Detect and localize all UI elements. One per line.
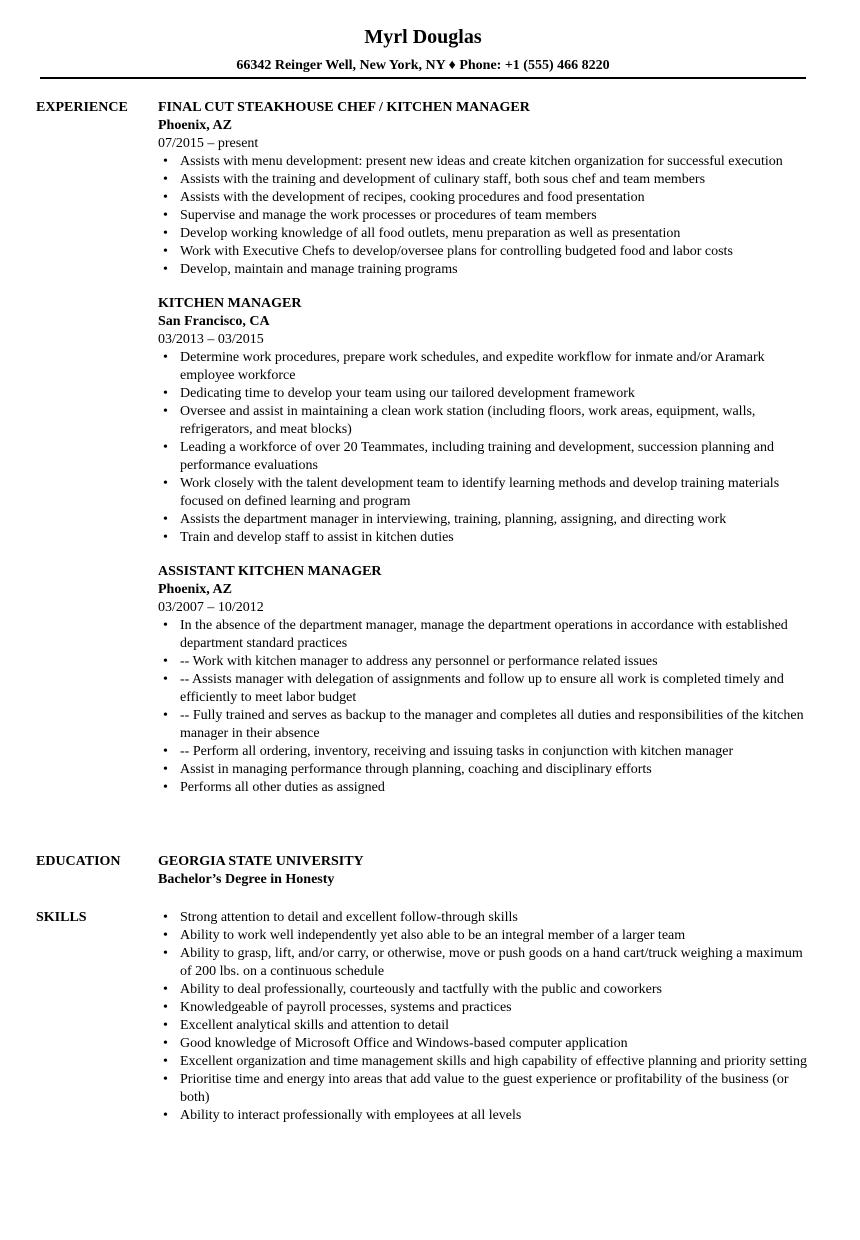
job-bullet: • Leading a workforce of over 20 Teammates, including training and development, succession planning and performance evaluations — [180, 439, 810, 475]
skill-item: • Excellent analytical skills and attention to detail — [180, 1017, 810, 1035]
job-title: FINAL CUT STEAKHOUSE CHEF / KITCHEN MANAGER — [158, 100, 530, 115]
section-label-skills: SKILLS — [36, 910, 87, 925]
experience-content — [158, 99, 810, 797]
section-label-education: EDUCATION — [36, 854, 121, 869]
skill-item: • Ability to deal professionally, courteously and tactfully with the public and coworkers — [180, 981, 810, 999]
job-dates: 03/2013 – 03/2015 — [158, 332, 264, 347]
job-bullet: • -- Assists manager with delegation of assignments and follow up to ensure all work is completed timely and efficiently to meet labor budget — [180, 671, 810, 707]
job-bullet: • In the absence of the department manager, manage the department operations in accordance with established department standard practices — [180, 617, 810, 653]
job-location: Phoenix, AZ — [158, 118, 232, 133]
job-bullet: • Develop working knowledge of all food outlets, menu preparation as well as presentation — [180, 225, 810, 243]
job-bullet: • Dedicating time to develop your team using our tailored development framework — [180, 385, 810, 403]
candidate-name: Myrl Douglas — [364, 26, 482, 48]
job-location: San Francisco, CA — [158, 314, 270, 329]
job-bullet: • Assists with the training and development of culinary staff, both sous chef and team members — [180, 171, 810, 189]
job-location: Phoenix, AZ — [158, 582, 232, 597]
skill-item: • Knowledgeable of payroll processes, systems and practices — [180, 999, 810, 1017]
skill-item: • Strong attention to detail and excellent follow-through skills — [180, 909, 810, 927]
job-bullet: • -- Fully trained and serves as backup to the manager and completes all duties and responsibilities of the kitchen manager in their absence — [180, 707, 810, 743]
section-label-experience: EXPERIENCE — [36, 100, 128, 115]
skills-list — [158, 909, 810, 1125]
skill-item: • Prioritise time and energy into areas that add value to the guest experience or profitability of the business (or both) — [180, 1071, 810, 1107]
skill-item: • Ability to interact professionally with employees at all levels — [180, 1107, 810, 1125]
job-bullet: • Determine work procedures, prepare work schedules, and expedite workflow for inmate and/or Aramark employee workforce — [180, 349, 810, 385]
job-bullet: • Performs all other duties as assigned — [180, 779, 810, 797]
job-title: ASSISTANT KITCHEN MANAGER — [158, 564, 382, 579]
degree: Bachelor’s Degree in Honesty — [158, 872, 335, 887]
skill-item: • Good knowledge of Microsoft Office and Windows-based computer application — [180, 1035, 810, 1053]
job-bullet: • Assist in managing performance through planning, coaching and disciplinary efforts — [180, 761, 810, 779]
skill-item: • Excellent organization and time management skills and high capability of effective planning and priority setting — [180, 1053, 810, 1071]
job-bullet: • Assists with menu development: present new ideas and create kitchen organization for successful execution — [180, 153, 810, 171]
job-bullet: • -- Work with kitchen manager to address any personnel or performance related issues — [180, 653, 810, 671]
job-bullet-list — [158, 617, 810, 797]
job-entry — [158, 563, 810, 797]
job-bullet-list — [158, 349, 810, 547]
job-bullet: • Assists with the development of recipes, cooking procedures and food presentation — [180, 189, 810, 207]
header-divider — [40, 77, 806, 79]
job-dates: 07/2015 – present — [158, 136, 259, 151]
job-bullet: • Develop, maintain and manage training programs — [180, 261, 810, 279]
job-bullet: • Train and develop staff to assist in kitchen duties — [180, 529, 810, 547]
job-bullet: • -- Perform all ordering, inventory, receiving and issuing tasks in conjunction with kitchen manager — [180, 743, 810, 761]
resume-header — [0, 24, 846, 75]
job-bullet: • Assists the department manager in interviewing, training, planning, assigning, and directing work — [180, 511, 810, 529]
job-bullet: • Work with Executive Chefs to develop/oversee plans for controlling budgeted food and labor costs — [180, 243, 810, 261]
skill-item: • Ability to work well independently yet also able to be an integral member of a larger team — [180, 927, 810, 945]
job-bullet: • Supervise and manage the work processes or procedures of team members — [180, 207, 810, 225]
job-entry — [158, 99, 810, 279]
job-dates: 03/2007 – 10/2012 — [158, 600, 264, 615]
job-entry — [158, 295, 810, 547]
contact-line: 66342 Reinger Well, New York, NY ♦ Phone: +1 (555) 466 8220 — [236, 58, 610, 73]
skill-item: • Ability to grasp, lift, and/or carry, or otherwise, move or push goods on a hand cart/truck weighing a maximum of 200 lbs. on a continuous schedule — [180, 945, 810, 981]
school-name: GEORGIA STATE UNIVERSITY — [158, 854, 364, 869]
education-content — [158, 853, 810, 889]
job-title: KITCHEN MANAGER — [158, 296, 302, 311]
job-bullet: • Work closely with the talent development team to identify learning methods and develop training materials focused on defined learning and program — [180, 475, 810, 511]
skills-content — [158, 909, 810, 1125]
job-bullet: • Oversee and assist in maintaining a clean work station (including floors, work areas, equipment, walls, refrigerators, and meat blocks) — [180, 403, 810, 439]
job-bullet-list — [158, 153, 810, 279]
